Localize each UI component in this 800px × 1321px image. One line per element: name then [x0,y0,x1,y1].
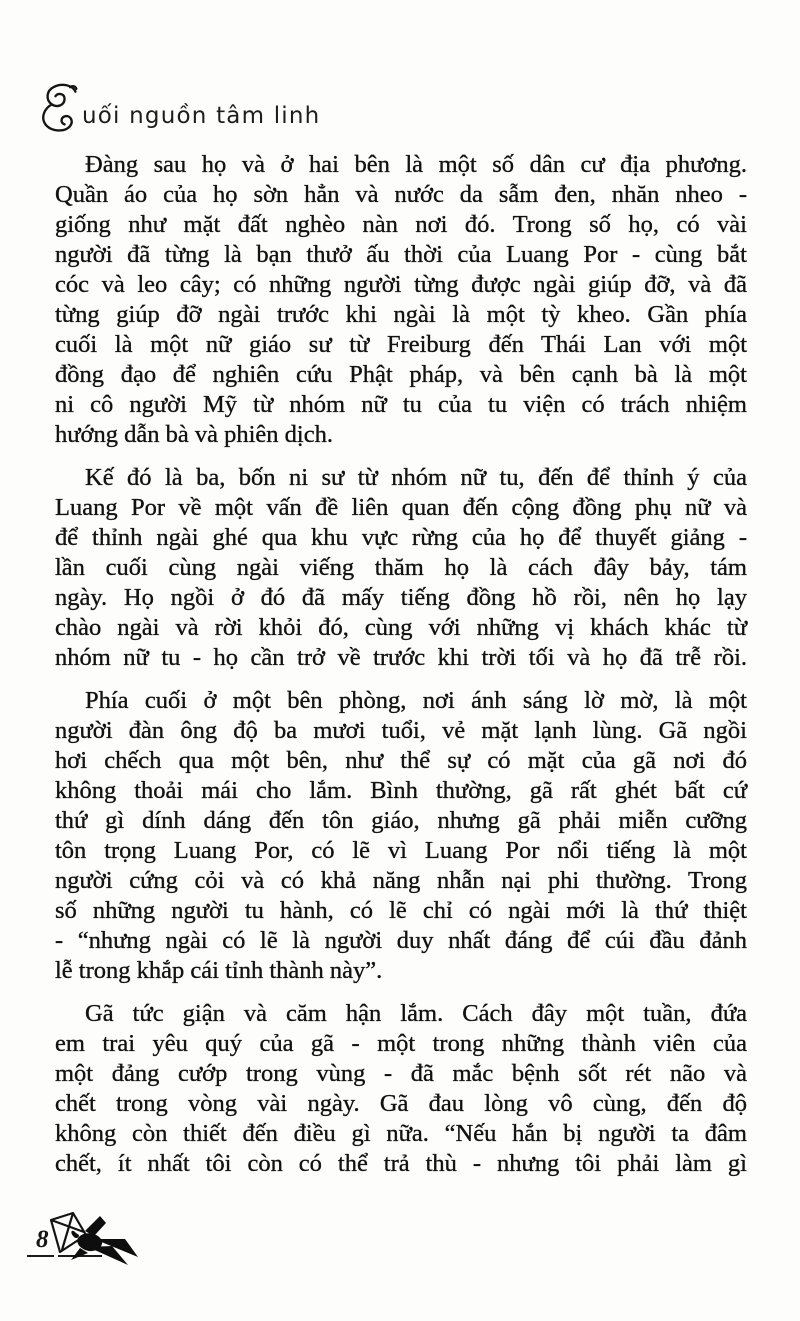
text-line: em trai yêu quý của gã - một trong những thành viên của [55,1030,747,1057]
text-line: hướng dẫn bà và phiên dịch. [55,421,333,448]
text-line: nhóm nữ tu - họ cần trở về trước khi trời tối và họ đã trễ rồi. [55,644,747,671]
paragraph [55,686,747,986]
text-line: cóc và leo cây; có những người từng được ngài giúp đỡ, và đã [55,271,747,298]
text-line: chào ngài và rời khỏi đó, cùng với những vị khách khác từ [55,614,747,641]
text-line: chết, ít nhất tôi còn có thể trả thù - nhưng tôi phải làm gì [55,1150,747,1177]
text-line: tôn trọng Luang Por, có lẽ vì Luang Por nổi tiếng là một [55,837,747,864]
text-line: để thỉnh ngài ghé qua khu vực rừng của họ để thuyết giảng - [55,524,747,551]
text-line: Kế đó là ba, bốn ni sư từ nhóm nữ tu, đến để thỉnh ý của [85,464,747,491]
text-line: thứ gì dính dáng đến tôn giáo, nhưng gã phải miễn cưỡng [55,807,747,834]
text-line: Phía cuối ở một bên phòng, nơi ánh sáng lờ mờ, là một [85,687,747,714]
text-line: chết trong vòng vài ngày. Gã đau lòng vô cùng, đến độ [55,1090,747,1117]
paragraph [55,150,747,450]
text-line: Quần áo của họ sờn hẳn và nước da sẫm đen, nhăn nheo - [55,181,747,208]
text-line: hơi chếch qua một bên, như thể sự có mặt của gã nơi đó [55,747,747,774]
flying-bird-ornament-icon [24,1210,194,1279]
text-line: không còn thiết đến điều gì nữa. “Nếu hắn bị người ta đâm [55,1120,747,1147]
text-line: ni cô người Mỹ từ nhóm nữ tu của tu viện có trách nhiệm [55,391,747,418]
text-line: người đã từng là bạn thưở ấu thời của Luang Por - cùng bắt [55,241,747,268]
text-line: một đảng cướp trong vùng - đã mắc bệnh sốt rét não và [55,1060,747,1087]
text-line: cuối là một nữ giáo sư từ Freiburg đến Thái Lan với một [55,331,747,358]
text-line: Luang Por về một vấn đề liên quan đến cộng đồng phụ nữ và [55,494,747,521]
text-line: - “nhưng ngài có lẽ là người duy nhất đáng để cúi đầu đảnh [55,927,747,954]
text-line: không thoải mái cho lắm. Bình thường, gã rất ghét bất cứ [55,777,747,804]
text-line: đồng đạo để nghiên cứu Phật pháp, và bên cạnh bà là một [55,361,747,388]
text-line: lễ trong khắp cái tỉnh thành này”. [55,957,383,984]
paragraph [55,999,747,1179]
ornate-initial-s-icon [40,82,80,134]
page-text [55,150,747,1179]
text-line: Gã tức giận và căm hận lắm. Cách đây một tuần, đứa [85,1000,747,1027]
paragraph [55,463,747,673]
running-head [40,82,320,134]
book-title: uối nguồn tâm linh [82,103,321,129]
text-line: giống như mặt đất nghèo nàn nơi đó. Trong số họ, có vài [55,211,747,238]
text-line: người cứng cỏi và có khả năng nhẫn nại phi thường. Trong [55,867,747,894]
text-line: lần cuối cùng ngài viếng thăm họ là cách đây bảy, tám [55,554,747,581]
text-line: người đàn ông độ ba mươi tuổi, vẻ mặt lạnh lùng. Gã ngồi [55,717,747,744]
text-line: Đàng sau họ và ở hai bên là một số dân cư địa phương. [85,151,747,178]
text-line: từng giúp đỡ ngài trước khi ngài là một tỳ kheo. Gần phía [55,301,747,328]
text-line: số những người tu hành, có lẽ chỉ có ngài mới là thứ thiệt [55,897,747,924]
page-number: 8 [36,1226,49,1253]
page-footer [24,1210,194,1274]
text-line: ngày. Họ ngồi ở đó đã mấy tiếng đồng hồ rồi, nên họ lạy [55,584,747,611]
